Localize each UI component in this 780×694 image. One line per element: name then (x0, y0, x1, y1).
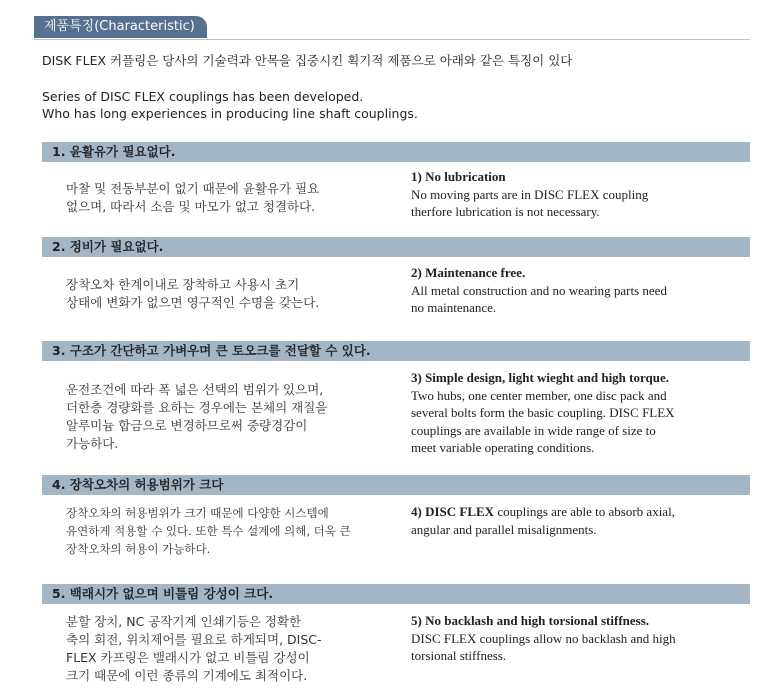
english-line: torsional stiffness. (411, 648, 507, 663)
title-divider (34, 39, 750, 40)
intro-english-line: Series of DISC FLEX couplings has been developed. (42, 89, 364, 104)
english-line-rest: couplings are able to absorb axial, (494, 504, 675, 519)
english-line (411, 503, 711, 521)
korean-line: 축의 회전, 위치제어를 필요로 하게되며, DISC- (66, 632, 322, 647)
english-heading: 2) Maintenance free. (411, 265, 526, 280)
korean-line: 분할 장치, NC 공작기계 인쇄기등은 정확한 (66, 614, 302, 629)
korean-line: 알루미늄 합금으로 변경하므로써 중량경감이 (66, 418, 308, 433)
korean-line: 장착오차의 허용범위가 크기 때문에 다양한 시스템에 (66, 506, 329, 520)
english-line: Two hubs, one center member, one disc pack and (411, 387, 667, 403)
intro-english (42, 88, 418, 122)
english-heading: 1) No lubrication (411, 169, 506, 184)
section-2-korean (66, 276, 366, 312)
korean-line: 없으며, 따라서 소음 및 마모가 없고 청결하다. (66, 199, 316, 214)
korean-line: 장착오차의 허용이 가능하다. (66, 542, 211, 556)
section-heading-1: 1. 윤활유가 필요없다. (42, 142, 750, 162)
intro-english-line: Who has long experiences in producing line shaft couplings. (42, 106, 418, 121)
section-heading-2: 2. 정비가 필요없다. (42, 237, 750, 257)
section-3-korean (66, 381, 366, 453)
english-line: therfore lubrication is not necessary. (411, 204, 600, 219)
section-4-english (411, 503, 711, 538)
section-heading-5: 5. 백래시가 없으며 비틀림 강성이 크다. (42, 584, 750, 604)
section-5-korean (66, 613, 366, 685)
section-1-korean (66, 180, 366, 216)
english-heading: 4) DISC FLEX (411, 504, 495, 519)
english-heading: 3) Simple design, light wieght and high torque. (411, 370, 670, 385)
english-line: couplings are available in wide range of size to (411, 422, 656, 438)
english-line: DISC FLEX couplings allow no backlash and high (411, 630, 676, 646)
korean-line: 가능하다. (66, 436, 119, 451)
korean-line: 운전조건에 따라 폭 넓은 선택의 범위가 있으며, (66, 382, 324, 397)
english-line: angular and parallel misalignments. (411, 521, 597, 537)
korean-line: 더한층 경량화를 요하는 경우에는 본체의 재질을 (66, 400, 328, 415)
section-5-english (411, 612, 711, 665)
intro-korean: DISK FLEX 커플링은 당사의 기술력과 안목을 집중시킨 획기적 제품으로 아래와 같은 특징이 있다 (42, 53, 573, 68)
korean-line: 크기 때문에 이런 종류의 기계에도 최적이다. (66, 668, 308, 683)
english-line: no maintenance. (411, 300, 497, 315)
english-heading: 5) No backlash and high torsional stiffness. (411, 613, 650, 628)
section-1-english (411, 168, 711, 221)
section-2-english (411, 264, 711, 317)
section-4-korean (66, 504, 366, 558)
page-title: 제품특징(Characteristic) (34, 16, 207, 38)
english-line: several bolts form the basic coupling. DISC FLEX (411, 405, 675, 420)
korean-line: 유연하게 적용할 수 있다. 또한 특수 설계에 의해, 더욱 큰 (66, 524, 351, 538)
korean-line: 마찰 및 전동부분이 없기 때문에 윤활유가 필요 (66, 181, 320, 196)
english-line: All metal construction and no wearing parts need (411, 282, 667, 298)
korean-line: 상태에 변화가 없으면 영구적인 수명을 갖는다. (66, 295, 320, 310)
section-heading-3: 3. 구조가 간단하고 가벼우며 큰 토오크를 전달할 수 있다. (42, 341, 750, 361)
section-heading-4: 4. 장착오차의 허용범위가 크다 (42, 475, 750, 495)
korean-line: 장착오차 한계이내로 장착하고 사용시 초기 (66, 277, 300, 292)
english-line: No moving parts are in DISC FLEX coupling (411, 186, 649, 202)
section-3-english (411, 369, 711, 457)
korean-line: FLEX 카프링은 밸래시가 없고 비틀림 강성이 (66, 650, 310, 665)
english-line: meet variable operating conditions. (411, 440, 595, 455)
